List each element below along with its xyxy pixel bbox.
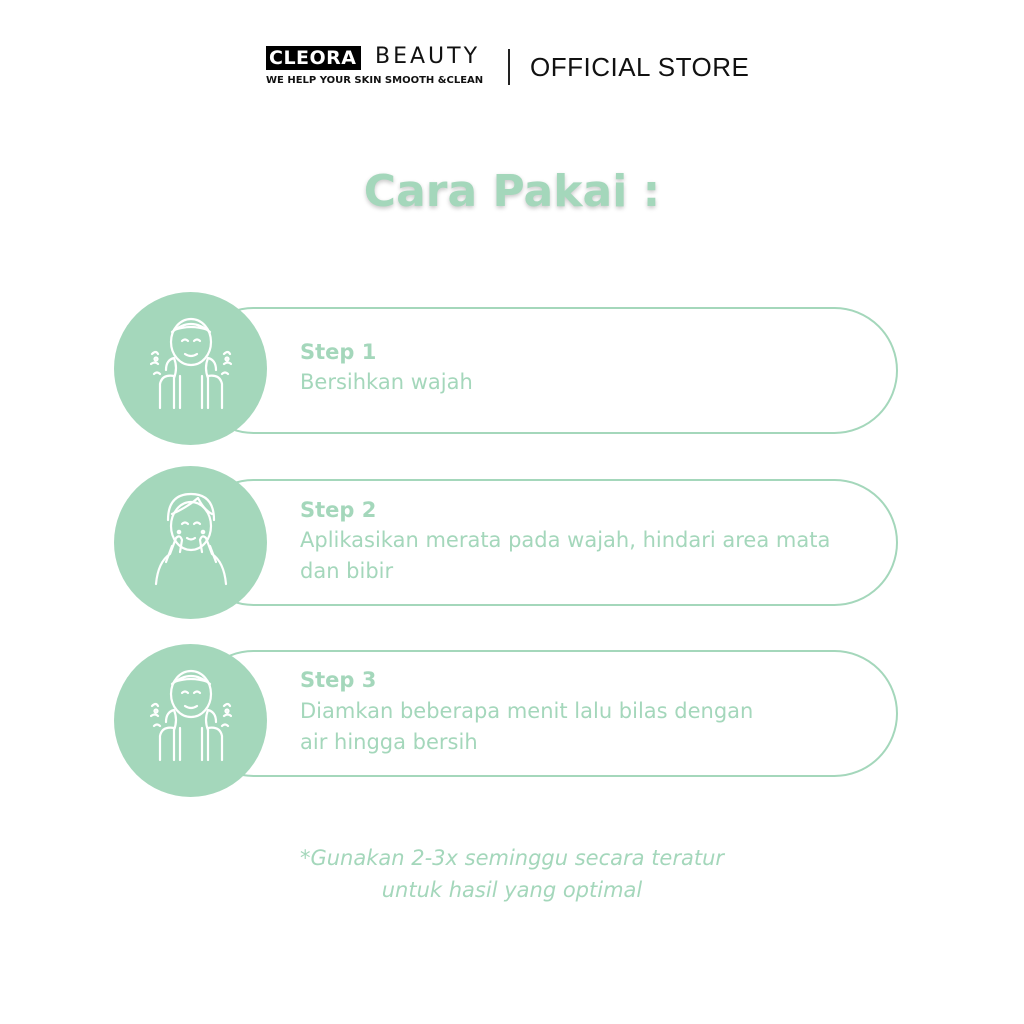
footnote-line-2: untuk hasil yang optimal (381, 878, 643, 902)
brand-logo-box: CLEORA (266, 46, 361, 70)
step-label: Step 1 (300, 340, 377, 364)
step-description: Diamkan beberapa menit lalu bilas dengan air hingga bersih (300, 699, 754, 754)
step-icon-circle (114, 466, 267, 619)
face-massage-icon (150, 488, 232, 588)
step-description: Aplikasikan merata pada wajah, hindari area mata dan bibir (300, 528, 831, 583)
usage-footnote (0, 842, 1024, 906)
face-washing-icon (150, 314, 232, 414)
step-description: Bersihkan wajah (300, 370, 473, 394)
footnote-line-1: *Gunakan 2-3x seminggu secara teratur (299, 846, 725, 870)
face-rinsing-icon (150, 666, 232, 766)
brand-tagline: WE HELP YOUR SKIN SMOOTH &CLEAN (266, 75, 484, 86)
page-title: Cara Pakai : (363, 166, 661, 217)
step-icon-circle (114, 644, 267, 797)
step-icon-circle (114, 292, 267, 445)
step-label: Step 2 (300, 498, 377, 522)
header (0, 44, 1024, 94)
brand-logo-word: BEAUTY (375, 44, 481, 69)
store-label: OFFICIAL STORE (530, 52, 750, 82)
header-divider (508, 49, 510, 85)
step-label: Step 3 (300, 668, 377, 692)
